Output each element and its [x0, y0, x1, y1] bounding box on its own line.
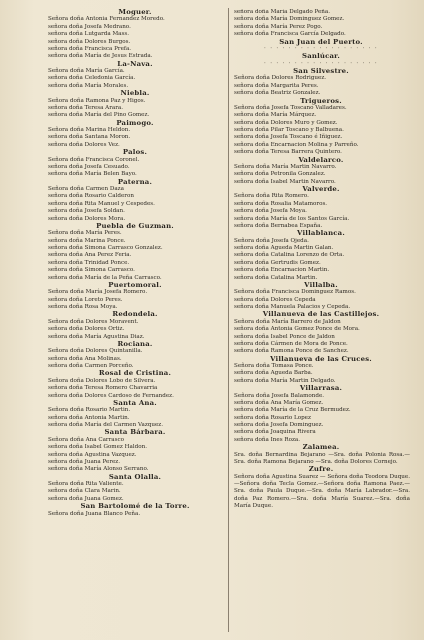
- name-entry: señora doña Francisca García Delgado.: [234, 31, 346, 38]
- name-entry: Señora doña Carmen Daza: [48, 186, 124, 192]
- name-entry: señora doña Lutgarda Mass.: [48, 31, 130, 38]
- name-entry: señora doña María Morales.: [48, 82, 129, 89]
- name-entry: señora doña Dolores Ortiz.: [48, 326, 125, 333]
- name-entry: señora doña Celedonia García.: [48, 75, 136, 82]
- name-entry: Señora doña María Martin Navarro.: [234, 163, 337, 170]
- name-entry: Señora doña Josefa Ojeda.: [234, 237, 309, 244]
- name-entry: señora doña Margarita Peres.: [234, 82, 319, 89]
- name-entry: señora doña Josefa Medrano.: [48, 23, 131, 30]
- town-heading: Rociana.: [117, 339, 153, 348]
- name-entry: señora doña Josefa Toscano é Iñiguez.: [234, 134, 343, 141]
- separator-dots: · · · · · · · · · · · · · · · · · · ·: [264, 45, 378, 52]
- name-entry: Señora doña Rosario Martin.: [48, 407, 131, 414]
- name-entry: Señora doña María García.: [48, 68, 125, 74]
- name-entry: Señora doña Ana Carrasco: [48, 436, 124, 443]
- town-heading: Trigueros.: [300, 96, 342, 105]
- name-entry: señora doña Ana María Gomez.: [234, 399, 324, 406]
- name-entry: señora doña Petronila Gonzalez.: [234, 171, 326, 178]
- name-entry: Señora doña Marina Heldon.: [48, 127, 131, 133]
- town-heading: Valdelarco.: [298, 155, 344, 164]
- name-entry: señora doña Catalina Martin.: [234, 274, 318, 281]
- name-entry: señora doña Simona Carrasco Gonzalez.: [48, 245, 163, 251]
- town-heading: Santa Ana.: [113, 398, 157, 407]
- name-entry: señora doña Manuela Palacios y Cepeda.: [234, 304, 351, 310]
- name-entry: señora doña Isabel Gomez Haldon.: [48, 444, 147, 451]
- name-entry: señora doña María de la Cruz Bermudez.: [234, 407, 351, 414]
- name-entry: señora doña Catalina Lorenzo de Orta.: [234, 252, 345, 259]
- name-entry: señora doña Dolores Muro y Gomez.: [234, 119, 338, 126]
- town-heading: Puebla de Guzman.: [96, 221, 174, 230]
- name-entry: señora doña Dolores Cepeda: [234, 296, 316, 303]
- town-heading: Zalamea.: [302, 443, 340, 452]
- name-entry: señora doña María Dominguez Gomez.: [234, 16, 345, 23]
- name-entry: Señora doña María Peres.: [48, 230, 122, 237]
- names-paragraph: Señora doña Agustina Suarez — Señora doña Teodora Duque.—Señora doña Tecla Gomez.—Señora doña Ramona Paez.—Sra. doña Paula Duque.—Sra. doña María Labrador.—Sra. doña Paz Romero.—Sra. doña María Suarez.—Sra. doña María Duque.: [234, 473, 410, 510]
- name-entry: señora doña Josefa Moya.: [234, 208, 307, 215]
- name-entry: Señora doña Antonia Fernandez Moredo.: [48, 16, 165, 23]
- name-entry: señora doña Rita Manuel y Cespedes.: [48, 200, 155, 207]
- name-entry: señora doña Isabel Martin Navarro.: [234, 178, 336, 185]
- name-entry: señora doña María de Jesus Estrada.: [48, 53, 153, 60]
- name-entry: señora doña Pilar Toscano y Balbuena.: [234, 127, 344, 133]
- name-entry: señora doña Juana Gomez.: [48, 495, 124, 502]
- town-heading: Villarrasa.: [299, 384, 343, 393]
- town-heading: Rosal de Cristina.: [98, 369, 172, 378]
- name-entry: señora doña María de los Santos García.: [234, 215, 350, 222]
- town-heading: Paterna.: [117, 177, 153, 186]
- name-entry: Señora doña Dolores Rodriguez.: [234, 75, 327, 82]
- name-entry: Señora doña María Barrero de Jaldon: [234, 318, 341, 325]
- name-entry: señora doña Agueda Barba.: [234, 370, 313, 377]
- name-entry: señora doña Ramona Ponce de Sanchez.: [234, 348, 349, 355]
- name-entry: señora doña Rosario Lopez: [234, 414, 311, 421]
- name-entry: señora doña Santana Moron.: [48, 134, 131, 141]
- name-entry: Señora doña Dolores Lobo de Silvera.: [48, 377, 156, 384]
- name-entry: Señora doña Tomasa Ponce.: [234, 363, 314, 369]
- name-entry: señora doña Rosalia Matamoros.: [234, 200, 328, 207]
- separator-dots: · · · · · · · · · · · · · · · · · · ·: [264, 60, 378, 67]
- name-entry: señora doña Agustina Vazquez.: [48, 451, 137, 458]
- town-heading: Zufre.: [308, 465, 334, 474]
- name-entry: señora doña Antonia Gomez Ponce de Mora.: [234, 326, 360, 333]
- column-divider: [228, 8, 229, 632]
- left-column: [46, 9, 224, 636]
- name-entry: señora doña Teresa Barrera Quintero.: [234, 149, 342, 156]
- town-heading: San Silvestre.: [293, 67, 349, 75]
- name-entry: Señora doña Francisca Coronel.: [48, 156, 140, 163]
- name-entry: señora doña Rosa Moya.: [48, 304, 118, 310]
- town-heading: San Bartolomé de la Torre.: [80, 502, 190, 511]
- name-entry: señora doña Teresa Arara.: [48, 104, 124, 111]
- name-entry: señora doña María Delgado Peña.: [234, 9, 331, 15]
- name-entry: señora doña Joaquina Rivera: [234, 429, 316, 436]
- name-entry: señora doña Encarnacion Molina y Parreño.: [234, 141, 359, 148]
- name-entry: señora doña Dolores Cardoso de Fernandez.: [48, 392, 174, 399]
- name-entry: señora doña Josefa Cesuado.: [48, 163, 130, 170]
- name-entry: señora doña Teresa Romero Chavarria: [48, 385, 158, 392]
- name-entry: señora doña María Agustina Diaz.: [48, 333, 145, 340]
- names-paragraph: Sra. doña Bernardina Bejarano —Sra. doña Polonia Rosa.—Sra. doña Ramona Bejarano —Sra. doña Dolores Cornejo.: [234, 451, 410, 465]
- name-entry: señora doña Isabel Ponce de Jaldon: [234, 333, 335, 340]
- name-entry: señora doña Ines Roza.: [234, 436, 301, 443]
- town-heading: Puertomoral.: [108, 280, 162, 289]
- town-heading: Valverde.: [302, 185, 340, 193]
- name-entry: señora doña María del Carmen Vazquez.: [48, 422, 164, 428]
- name-entry: Señora doña Josefa Balamonde.: [234, 392, 325, 399]
- name-entry: Señora doña Francisca Dominguez Ramos.: [234, 289, 356, 296]
- town-heading: Villablanca.: [297, 229, 345, 238]
- name-entry: Señora doña Dolores Quintanilla.: [48, 348, 143, 355]
- name-entry: señora doña María Martin Delgado.: [234, 377, 336, 384]
- name-entry: Señora doña Ramona Paz y Higos.: [48, 97, 146, 104]
- town-heading: Palos.: [122, 148, 148, 157]
- name-entry: señora doña María Alonso Serrano.: [48, 466, 149, 473]
- town-heading: Villanueva de las Cruces.: [270, 354, 372, 363]
- town-heading: Paimogo.: [116, 118, 154, 127]
- town-heading: La-Nava.: [117, 59, 153, 68]
- name-entry: señora doña Trinidad Ponce.: [48, 259, 130, 266]
- name-entry: señora doña Simona Carrasco.: [48, 267, 135, 274]
- name-entry: señora doña Clara Marin.: [48, 488, 121, 495]
- town-heading: Villanueva de las Castillejos.: [262, 310, 380, 319]
- name-entry: señora doña Antonia Martin.: [48, 414, 130, 421]
- name-entry: señora doña Josefa Dominguez.: [234, 422, 324, 428]
- name-entry: señora doña Josefa Soldan.: [48, 208, 125, 215]
- name-entry: señora doña Ana Perez Feria.: [48, 252, 132, 259]
- name-entry: señora doña Bernabea España.: [234, 222, 323, 229]
- name-entry: señora doña María Márquez.: [234, 112, 317, 119]
- town-heading: Sanlúcar.: [302, 52, 340, 61]
- town-heading: Santa Bárbara.: [104, 428, 166, 437]
- name-entry: Señora doña Rita Romero.: [234, 193, 309, 200]
- name-entry: señora doña Loreto Peres.: [48, 296, 123, 303]
- town-heading: Villalba.: [304, 280, 338, 289]
- name-entry: señora doña Dolores Vez.: [48, 141, 120, 148]
- town-heading: Moguer.: [118, 9, 152, 16]
- name-entry: señora doña Gertrudis Gomez.: [234, 259, 321, 266]
- name-entry: señora doña María Perez Pogo.: [234, 23, 323, 30]
- name-entry: señora doña María de la Peña Carrasco.: [48, 274, 162, 281]
- name-entry: señora doña Dolores Mora.: [48, 215, 126, 222]
- name-entry: señora doña Cármen de Mora de Ponce.: [234, 340, 348, 347]
- name-entry: señora doña Beatriz Gonzalez.: [234, 90, 321, 97]
- name-entry: señora doña Dolores Burgos.: [48, 38, 131, 45]
- name-entry: señora doña María Belen Bayo.: [48, 171, 137, 178]
- name-entry: señora doña Juana Perez.: [48, 458, 121, 465]
- name-entry: Señora doña Josefa Toscano Valladares.: [234, 104, 347, 111]
- name-entry: señora doña Marina Ponce.: [48, 237, 126, 244]
- town-heading: Niebla.: [120, 89, 150, 98]
- name-entry: Señora doña Juana Blanco Peña.: [48, 510, 141, 517]
- town-heading: San Juan del Puerto.: [279, 37, 363, 46]
- town-heading: Santa Olalla.: [108, 472, 162, 481]
- name-entry: señora doña Agueda Martin Galan.: [234, 245, 334, 251]
- town-heading: Redondela.: [112, 310, 158, 319]
- name-entry: Señora doña Dolores Moravent.: [48, 318, 139, 325]
- name-entry: Señora doña María Josefa Romero.: [48, 289, 148, 296]
- right-column: [232, 9, 410, 636]
- name-entry: señora doña Ana Molinas.: [48, 355, 122, 362]
- name-entry: señora doña Carmen Porceño.: [48, 363, 134, 369]
- name-entry: señora doña María del Pino Gomez.: [48, 112, 150, 119]
- name-entry: señora doña Rosario Calderon: [48, 193, 134, 200]
- name-entry: Señora doña Rita Valiente.: [48, 481, 124, 487]
- name-entry: señora doña Encarnacion Martin.: [234, 267, 330, 274]
- name-entry: señora doña Francisca Prefa.: [48, 45, 132, 52]
